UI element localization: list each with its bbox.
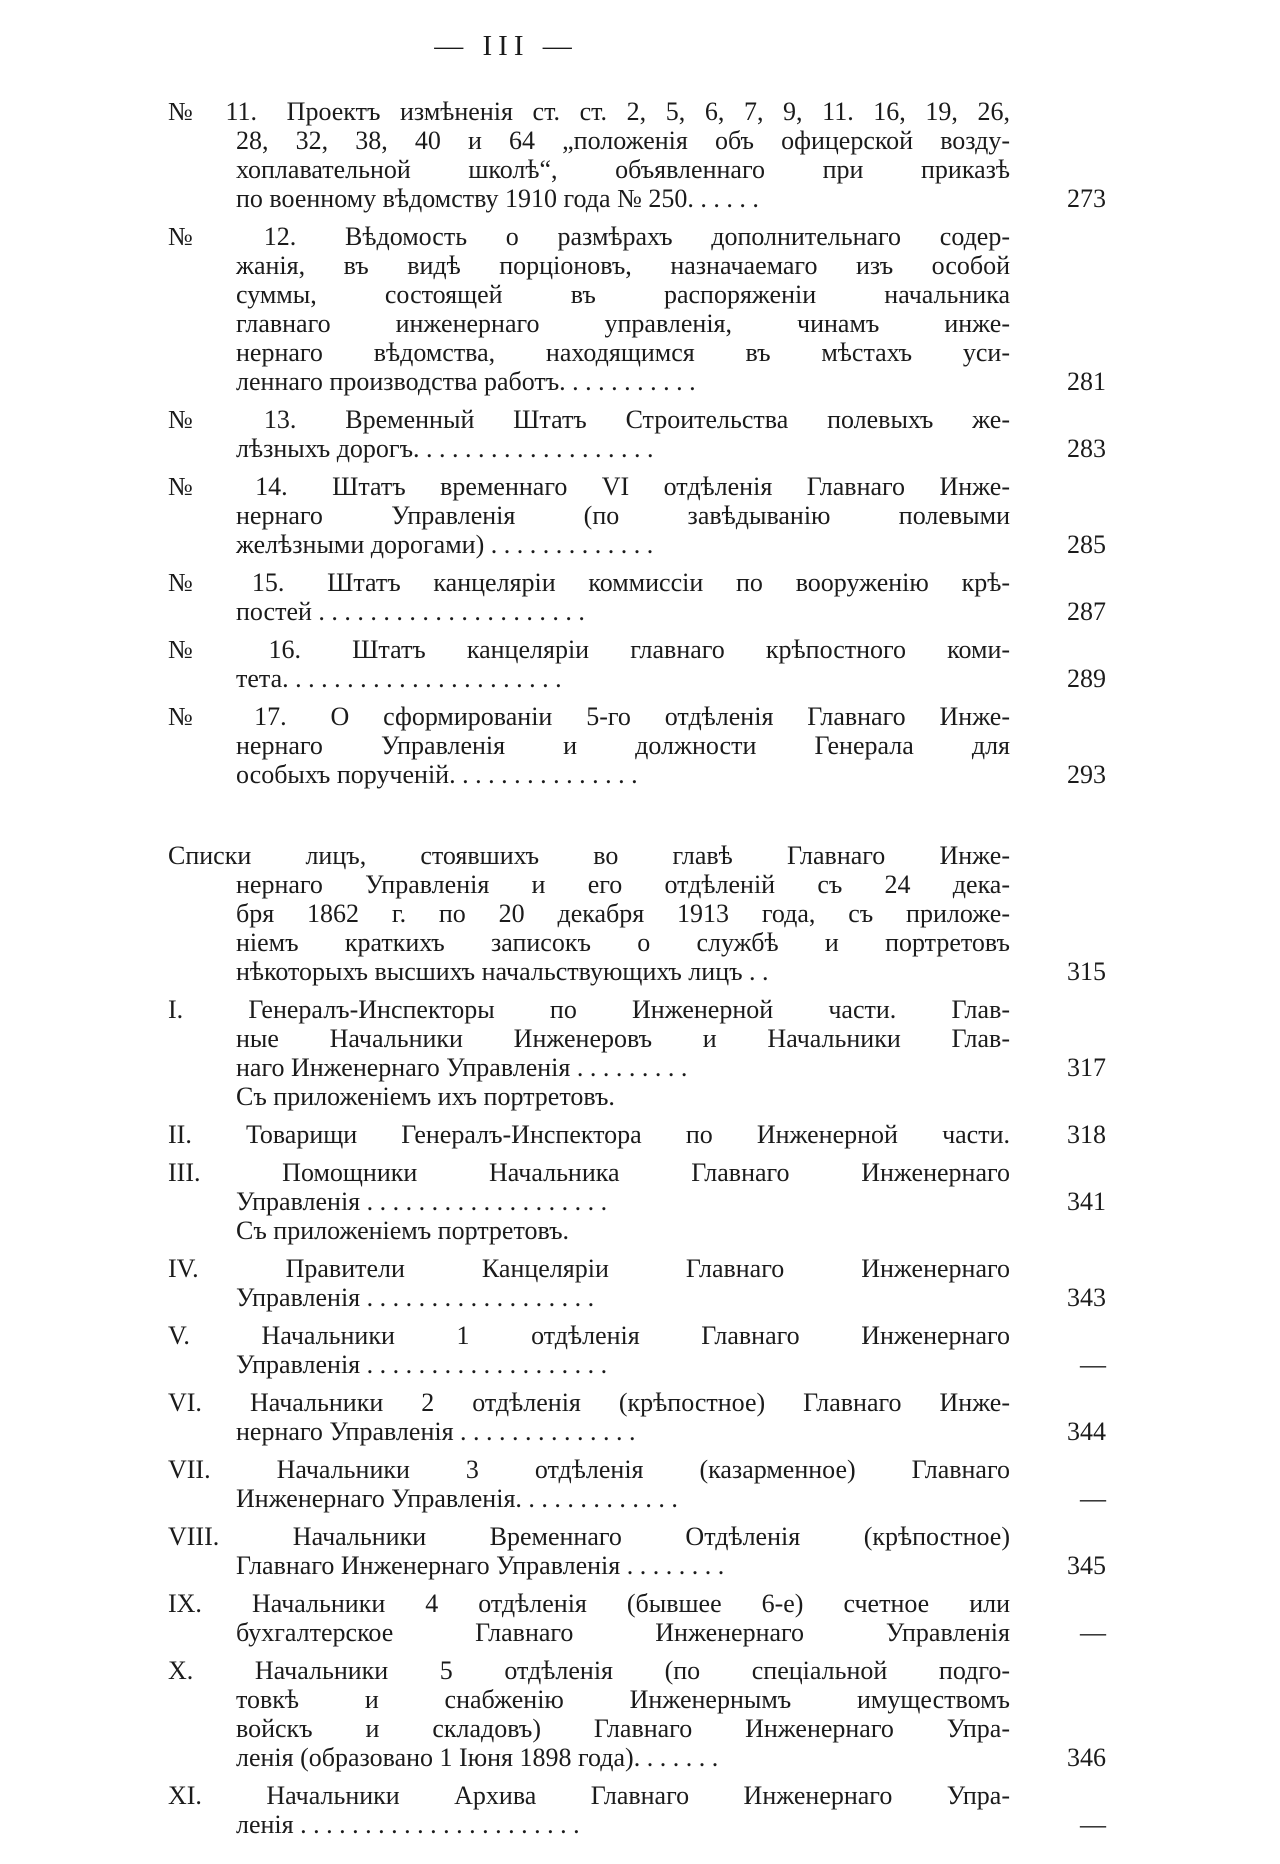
toc-line <box>168 1388 1108 1417</box>
toc-line-main <box>168 1484 1010 1513</box>
toc-entry <box>168 1158 1108 1245</box>
toc-line-main <box>168 1656 1010 1685</box>
toc-entry-text: Съ приложеніемъ портретовъ. <box>236 1216 570 1245</box>
toc-line-main <box>168 1082 1010 1111</box>
toc-line <box>168 1551 1108 1580</box>
toc-line <box>168 1589 1108 1618</box>
toc-line <box>168 1810 1108 1839</box>
toc-entry-text: Начальники Архива Главнаго Инженернаго Упра- <box>266 1781 1010 1810</box>
toc-entry-text: Управленія . . . . . . . . . . . . . . . . . . . <box>236 1350 608 1379</box>
toc-line-main <box>168 1714 1010 1743</box>
toc-entry <box>168 568 1108 626</box>
toc-entry-text: Съ приложеніемъ ихъ портретовъ. <box>236 1082 615 1111</box>
table-of-contents <box>168 97 1108 1839</box>
toc-entry-label: № 12. <box>168 222 297 251</box>
toc-page-number: 317 <box>1067 1053 1106 1082</box>
toc-entry <box>168 1321 1108 1379</box>
toc-line <box>168 1216 1108 1245</box>
toc-line <box>168 338 1108 367</box>
toc-entry-text: Штатъ канцеляріи главнаго крѣпостного коми- <box>352 635 1010 664</box>
toc-line-main <box>168 530 1010 559</box>
toc-entry-text: Штатъ временнаго VI отдѣленія Главнаго Инже- <box>332 472 1010 501</box>
toc-entry-text: бря 1862 г. по 20 декабря 1913 года, съ приложе- <box>236 899 1010 928</box>
toc-line <box>168 367 1108 396</box>
toc-entry <box>168 97 1108 213</box>
toc-entry <box>168 405 1108 463</box>
toc-entry <box>168 841 1108 986</box>
toc-entry <box>168 472 1108 559</box>
toc-entry <box>168 995 1108 1111</box>
toc-entry-label: XI. <box>168 1781 202 1810</box>
toc-page-number: — <box>1080 1810 1106 1839</box>
toc-line-main <box>168 405 1010 434</box>
toc-page-number: 346 <box>1067 1743 1106 1772</box>
toc-entry <box>168 635 1108 693</box>
toc-line-main <box>168 472 1010 501</box>
toc-entry-text: Правители Канцеляріи Главнаго Инженернаго <box>285 1254 1010 1283</box>
toc-line-main <box>168 1455 1010 1484</box>
toc-entry <box>168 1388 1108 1446</box>
toc-entry-text: Проектъ измѣненія ст. ст. 2, 5, 6, 7, 9, 11. 16, 19, 26, <box>286 97 1010 126</box>
toc-line <box>168 1158 1108 1187</box>
toc-line-main <box>168 155 1010 184</box>
toc-line-main <box>168 434 1010 463</box>
toc-entry-text: постей . . . . . . . . . . . . . . . . . . . . . <box>236 597 585 626</box>
toc-line <box>168 928 1108 957</box>
toc-line-main <box>168 309 1010 338</box>
toc-line <box>168 1120 1108 1149</box>
toc-line <box>168 664 1108 693</box>
toc-line-main <box>168 870 1010 899</box>
toc-entry <box>168 1522 1108 1580</box>
toc-line <box>168 957 1108 986</box>
toc-line <box>168 1283 1108 1312</box>
toc-line-main <box>168 899 1010 928</box>
toc-page-number: 281 <box>1067 367 1106 396</box>
toc-line-main <box>168 1589 1010 1618</box>
toc-entry-text: нернаго Управленія (по завѣдыванію полевыми <box>236 501 1010 530</box>
toc-line <box>168 899 1108 928</box>
toc-line <box>168 995 1108 1024</box>
toc-entry-text: бухгалтерское Главнаго Инженернаго Управленія <box>236 1618 1010 1647</box>
toc-entry-text: жанія, въ видѣ порціоновъ, назначаемаго изъ особой <box>236 251 1010 280</box>
toc-page-number: 273 <box>1067 184 1106 213</box>
toc-line <box>168 1781 1108 1810</box>
scanned-book-page <box>0 30 1280 1864</box>
toc-line-main <box>168 97 1010 126</box>
toc-entry-text: Помощники Начальника Главнаго Инженернаго <box>282 1158 1010 1187</box>
toc-page-number: 315 <box>1067 957 1106 986</box>
toc-entry-text: лѣзныхъ дорогъ. . . . . . . . . . . . . . . . . . . <box>236 434 654 463</box>
toc-entry-text: Генералъ-Инспекторы по Инженерной части. Глав- <box>248 995 1010 1024</box>
toc-line-main <box>168 126 1010 155</box>
toc-entry-label: VI. <box>168 1388 202 1417</box>
toc-entry <box>168 222 1108 396</box>
toc-page-number: 285 <box>1067 530 1106 559</box>
toc-line <box>168 1417 1108 1446</box>
toc-entry-label: X. <box>168 1656 194 1685</box>
toc-line-main <box>168 1417 1010 1446</box>
toc-entry <box>168 1656 1108 1772</box>
toc-entry <box>168 1455 1108 1513</box>
toc-line-main <box>168 1053 1010 1082</box>
toc-line <box>168 251 1108 280</box>
toc-line <box>168 870 1108 899</box>
toc-entry-text: Управленія . . . . . . . . . . . . . . . . . . . <box>236 1187 608 1216</box>
toc-line <box>168 155 1108 184</box>
toc-line-main <box>168 367 1010 396</box>
toc-line-main <box>168 928 1010 957</box>
toc-entry-text: Управленія . . . . . . . . . . . . . . . . . . <box>236 1283 595 1312</box>
toc-entry-text: Начальники 4 отдѣленія (бывшее 6-е) счетное или <box>251 1589 1010 1618</box>
toc-line <box>168 1618 1108 1647</box>
toc-line-main <box>168 841 1010 870</box>
toc-line <box>168 184 1108 213</box>
toc-entry-text: желѣзными дорогами) . . . . . . . . . . . . . <box>236 530 654 559</box>
toc-entry-text: Списки лицъ, стоявшихъ во главѣ Главнаго Инже- <box>168 841 1010 870</box>
toc-line-main <box>168 338 1010 367</box>
toc-entry-text: ленія . . . . . . . . . . . . . . . . . . . . . . <box>236 1810 580 1839</box>
toc-line <box>168 1082 1108 1111</box>
toc-line-main <box>168 1685 1010 1714</box>
toc-entry-text: Инженернаго Управленія. . . . . . . . . . . . . <box>236 1484 678 1513</box>
toc-line-main <box>168 995 1010 1024</box>
toc-entry-label: № 15. <box>168 568 285 597</box>
toc-line-main <box>168 1024 1010 1053</box>
toc-line-main <box>168 702 1010 731</box>
toc-entry <box>168 1254 1108 1312</box>
toc-line-main <box>168 1388 1010 1417</box>
toc-line-main <box>168 1618 1010 1647</box>
toc-line <box>168 1743 1108 1772</box>
toc-entry-text: Начальники Временнаго Отдѣленія (крѣпостное) <box>292 1522 1010 1551</box>
toc-line-main <box>168 1522 1010 1551</box>
toc-line-main <box>168 568 1010 597</box>
toc-line <box>168 841 1108 870</box>
toc-page-number: 283 <box>1067 434 1106 463</box>
toc-page-number: — <box>1080 1484 1106 1513</box>
toc-line-main <box>168 760 1010 789</box>
toc-line-main <box>168 664 1010 693</box>
toc-entry-text: Временный Штатъ Строительства полевыхъ же- <box>345 405 1010 434</box>
toc-line <box>168 1053 1108 1082</box>
toc-entry-text: 28, 32, 38, 40 и 64 „положенія объ офицерской возду- <box>236 126 1010 155</box>
toc-entry-label: II. <box>168 1120 192 1149</box>
toc-line <box>168 501 1108 530</box>
toc-entry-text: леннаго производства работъ. . . . . . . . . . . <box>236 367 696 396</box>
toc-entry <box>168 1781 1108 1839</box>
toc-entry-label: III. <box>168 1158 201 1187</box>
toc-entry-text: особыхъ порученій. . . . . . . . . . . . . . . <box>236 760 638 789</box>
toc-entry-text: Начальники 5 отдѣленія (по спеціальной подго- <box>254 1656 1010 1685</box>
toc-line <box>168 635 1108 664</box>
toc-entry-label: № 17. <box>168 702 287 731</box>
toc-line-main <box>168 1350 1010 1379</box>
toc-entry-text: нернаго Управленія . . . . . . . . . . . . . . <box>236 1417 636 1446</box>
toc-entry-text: Вѣдомость о размѣрахъ дополнительнаго содер- <box>345 222 1010 251</box>
toc-line-main <box>168 1187 1010 1216</box>
toc-entry-text: войскъ и складовъ) Главнаго Инженернаго Упра- <box>236 1714 1010 1743</box>
toc-entry-text: нѣкоторыхъ высшихъ начальствующихъ лицъ . . <box>236 957 769 986</box>
toc-entry-text: Начальники 2 отдѣленія (крѣпостное) Главнаго Инже- <box>249 1388 1010 1417</box>
toc-entry-label: № 13. <box>168 405 297 434</box>
toc-entry-label: IX. <box>168 1589 202 1618</box>
toc-line <box>168 702 1108 731</box>
toc-page-number: 345 <box>1067 1551 1106 1580</box>
toc-entry-text: Штатъ канцеляріи коммиссіи по вооруженію крѣ- <box>327 568 1010 597</box>
toc-page-number: 289 <box>1067 664 1106 693</box>
toc-entry-label: VII. <box>168 1455 211 1484</box>
toc-line <box>168 1656 1108 1685</box>
toc-entry-label: IV. <box>168 1254 199 1283</box>
toc-entry-text: Начальники 1 отдѣленія Главнаго Инженернаго <box>261 1321 1010 1350</box>
toc-line <box>168 309 1108 338</box>
toc-line <box>168 1484 1108 1513</box>
toc-line <box>168 1714 1108 1743</box>
toc-entry-text: нернаго вѣдомства, находящимся въ мѣстахъ уси- <box>236 338 1010 367</box>
toc-line <box>168 97 1108 126</box>
toc-line <box>168 222 1108 251</box>
toc-entry-text: по военному вѣдомству 1910 года № 250. . . . . . <box>236 184 759 213</box>
toc-page-number: 287 <box>1067 597 1106 626</box>
toc-line <box>168 1321 1108 1350</box>
toc-line-main <box>168 1283 1010 1312</box>
toc-line <box>168 760 1108 789</box>
toc-line <box>168 568 1108 597</box>
toc-entry-text: О сформированіи 5-го отдѣленія Главнаго Инже- <box>330 702 1010 731</box>
toc-line-main <box>168 635 1010 664</box>
toc-line <box>168 1685 1108 1714</box>
toc-entry-text: наго Инженернаго Управленія . . . . . . . . . <box>236 1053 688 1082</box>
toc-line <box>168 597 1108 626</box>
toc-page-number: — <box>1080 1350 1106 1379</box>
toc-line-main <box>168 1158 1010 1187</box>
toc-entry-text: хоплавательной школѣ“, объявленнаго при приказѣ <box>236 155 1010 184</box>
toc-line-main <box>168 957 1010 986</box>
toc-line-main <box>168 184 1010 213</box>
toc-line <box>168 1522 1108 1551</box>
toc-entry-text: главнаго инженернаго управленія, чинамъ инже- <box>236 309 1010 338</box>
toc-entry-label: I. <box>168 995 184 1024</box>
toc-line <box>168 1254 1108 1283</box>
toc-entry <box>168 702 1108 789</box>
toc-entry-text: нернаго Управленія и его отдѣленій съ 24 дека- <box>236 870 1010 899</box>
toc-line <box>168 1455 1108 1484</box>
toc-line-main <box>168 1216 1010 1245</box>
toc-entry <box>168 1120 1108 1149</box>
toc-line <box>168 1350 1108 1379</box>
toc-entry-text: суммы, состоящей въ распоряженіи начальника <box>236 280 1010 309</box>
toc-entry-label: № 14. <box>168 472 288 501</box>
toc-line-main <box>168 1321 1010 1350</box>
toc-entry-text: ніемъ краткихъ записокъ о службѣ и портретовъ <box>236 928 1010 957</box>
toc-line-main <box>168 1120 1010 1149</box>
toc-entry-text: ные Начальники Инженеровъ и Начальники Глав- <box>236 1024 1010 1053</box>
toc-page-number: 341 <box>1067 1187 1106 1216</box>
page-number-header: — III — <box>434 30 578 62</box>
toc-line-main <box>168 731 1010 760</box>
toc-line-main <box>168 280 1010 309</box>
toc-line <box>168 280 1108 309</box>
toc-line-main <box>168 597 1010 626</box>
toc-line <box>168 1187 1108 1216</box>
toc-line-main <box>168 1781 1010 1810</box>
toc-line-main <box>168 501 1010 530</box>
toc-entry-text: Главнаго Инженернаго Управленія . . . . . . . . <box>236 1551 725 1580</box>
toc-page-number: 343 <box>1067 1283 1106 1312</box>
toc-page-number: — <box>1080 1618 1106 1647</box>
toc-entry-label: V. <box>168 1321 190 1350</box>
toc-entry-text: товкѣ и снабженію Инженернымъ имуществомъ <box>236 1685 1010 1714</box>
toc-line-main <box>168 222 1010 251</box>
toc-entry-text: нернаго Управленія и должности Генерала для <box>236 731 1010 760</box>
toc-line <box>168 434 1108 463</box>
toc-line-main <box>168 1810 1010 1839</box>
toc-page-number: 318 <box>1067 1120 1106 1149</box>
toc-entry-label: VIII. <box>168 1522 220 1551</box>
toc-page-number: 293 <box>1067 760 1106 789</box>
toc-line-main <box>168 251 1010 280</box>
toc-entry-label: № 16. <box>168 635 302 664</box>
toc-entry-text: Начальники 3 отдѣленія (казарменное) Главнаго <box>276 1455 1010 1484</box>
toc-line <box>168 126 1108 155</box>
toc-entry-text: Товарищи Генералъ-Инспектора по Инженерной части. <box>245 1120 1010 1149</box>
toc-entry-text: ленія (образовано 1 Іюня 1898 года). . . . . . . <box>236 1743 719 1772</box>
toc-page-number: 344 <box>1067 1417 1106 1446</box>
toc-entry-label: № 11. <box>168 97 258 126</box>
toc-line <box>168 1024 1108 1053</box>
toc-entry <box>168 1589 1108 1647</box>
toc-line-main <box>168 1254 1010 1283</box>
toc-line-main <box>168 1743 1010 1772</box>
toc-line <box>168 530 1108 559</box>
toc-entry-text: тета. . . . . . . . . . . . . . . . . . . . . . <box>236 664 562 693</box>
toc-line <box>168 405 1108 434</box>
toc-line-main <box>168 1551 1010 1580</box>
toc-line <box>168 731 1108 760</box>
toc-line <box>168 472 1108 501</box>
